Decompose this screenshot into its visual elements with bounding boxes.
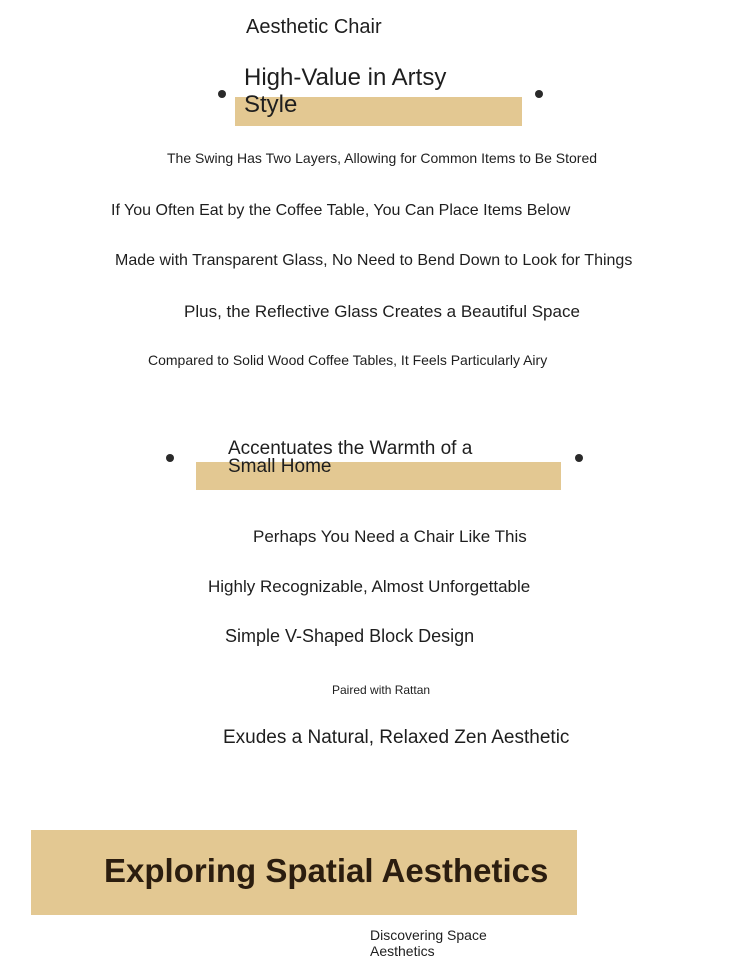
body2-line-4: Paired with Rattan	[332, 683, 431, 697]
body-line-2: If You Often Eat by the Coffee Table, You Can Place Items Below	[111, 202, 571, 219]
banner-title: Exploring Spatial Aesthetics	[104, 852, 549, 889]
section2-heading-line2: Small Home	[228, 456, 332, 477]
body-line-5: Compared to Solid Wood Coffee Tables, It Feels Particularly Airy	[148, 352, 548, 368]
body2-line-5: Exudes a Natural, Relaxed Zen Aesthetic	[223, 727, 570, 748]
heading-left-dot	[218, 90, 226, 98]
body-line-4: Plus, the Reflective Glass Creates a Beautiful Space	[184, 302, 580, 321]
section-heading-line1: High-Value in Artsy	[244, 64, 447, 91]
banner-subtitle-line2: Aesthetics	[370, 943, 435, 959]
body2-line-3: Simple V-Shaped Block Design	[225, 626, 475, 646]
body2-line-2: Highly Recognizable, Almost Unforgettable	[208, 577, 531, 596]
section-kicker: Aesthetic Chair	[246, 16, 382, 38]
section2-heading-line1: Accentuates the Warmth of a	[228, 438, 473, 459]
body-line-3: Made with Transparent Glass, No Need to Bend Down to Look for Things	[115, 252, 633, 269]
heading2-left-dot	[166, 454, 174, 462]
heading2-right-dot	[575, 454, 583, 462]
section-heading-line2: Style	[244, 91, 298, 118]
body2-line-1: Perhaps You Need a Chair Like This	[253, 527, 527, 546]
body-line-1: The Swing Has Two Layers, Allowing for Common Items to Be Stored	[167, 150, 598, 166]
banner-subtitle-line1: Discovering Space	[370, 927, 487, 943]
heading-right-dot	[535, 90, 543, 98]
